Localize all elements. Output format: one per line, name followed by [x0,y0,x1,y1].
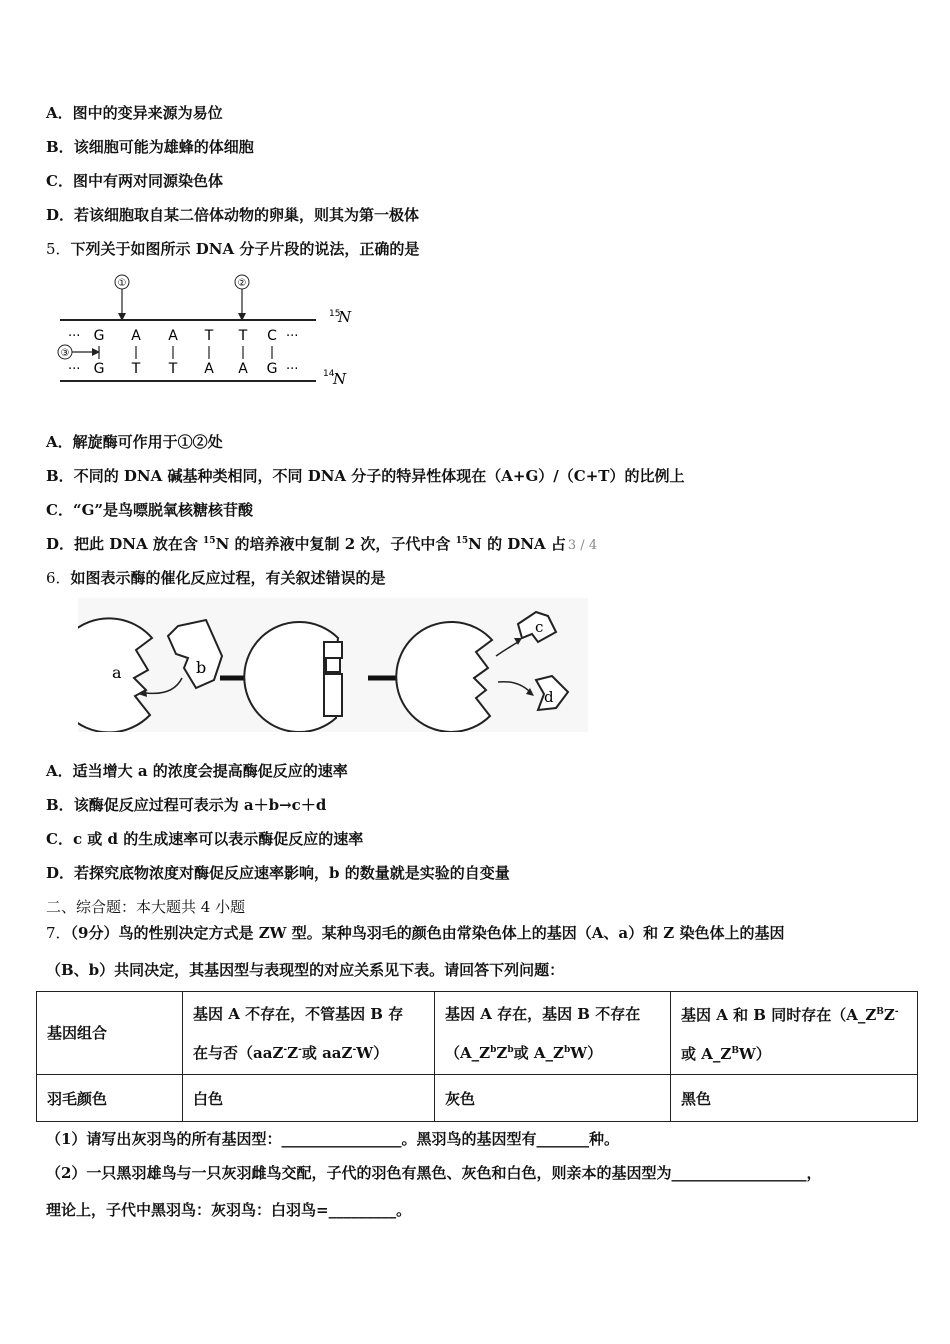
marker-3: ③ [60,348,70,359]
q6-option-c: C．c 或 d 的生成速率可以表示酶促反应的速率 [46,830,364,848]
q7-sub-question-2: （2）一只黑羽雄鸟与一只灰羽雌鸟交配，子代的羽色有黑色、灰色和白色，则亲本的基因型为__________________， [46,1164,822,1182]
bottom-left-dots: ··· [68,362,81,377]
q7-stem-line-1: 7．（9分）鸟的性别决定方式是 ZW 型。某种鸟羽毛的颜色由常染色体上的基因（A、a）和 Z 染色体上的基因 [46,924,785,942]
fraction-three-quarters: 3 / 4 [567,538,598,553]
bottom-base-2: T [131,361,141,377]
table-row [37,1075,918,1122]
q6-option-b: B．该酶促反应过程可表示为 a＋b→c＋d [46,796,327,814]
q5-option-c: C．“G”是鸟嘌脱氧核糖核苷酸 [46,501,254,519]
bottom-right-dots: ··· [286,362,299,377]
q4-option-b: B．该细胞可能为雄蜂的体细胞 [46,138,254,156]
bottom-isotope: N [333,370,347,388]
table-cell: 黑色 [671,1075,918,1122]
bottom-base-3: T [168,361,178,377]
q7-sub-question-2-cont: 理论上，子代中黑羽鸟：灰羽鸟：白羽鸟=_________。 [46,1201,412,1219]
q5-option-a: A．解旋酶可作用于①②处 [46,433,223,451]
q4-option-a: A．图中的变异来源为易位 [46,104,223,122]
enzyme-figure [78,598,588,732]
bottom-base-6: G [266,361,278,377]
top-isotope: N [338,308,352,326]
table-header-cell: 基因 A 和 B 同时存在（$A\_Z^BZ^-$ 或 $A\_Z^BW$） [671,992,918,1075]
q7-stem-line-2: （B、b）共同决定，其基因型与表现型的对应关系见下表。请回答下列问题： [46,961,565,979]
table-row [37,992,918,1075]
top-right-dots: ··· [286,329,299,344]
q6-option-a: A．适当增大 a 的浓度会提高酶促反应的速率 [46,762,348,780]
dna-figure [54,270,364,395]
bound-substrate [324,642,342,716]
q5-option-d: D．把此 DNA 放在含 $^{15}$N 的培养液中复制 2 次，子代中含 $^{15}$N 的 DNA 占 3 / 4 [46,535,598,553]
top-base-5: T [238,328,248,344]
section-2-title: 二、综合题：本大题共 4 小题 [46,898,246,916]
q4-option-d: D．若该细胞取自某二倍体动物的卵巢，则其为第一极体 [46,206,420,224]
table-cell: 白色 [183,1075,435,1122]
top-base-6: C [267,328,277,344]
q5-option-b: B．不同的 DNA 碱基种类相同，不同 DNA 分子的特异性体现在（A+G）/（C+T）的比例上 [46,467,685,485]
bottom-isotope-sup: 14 [323,369,335,379]
bottom-base-1: G [93,361,105,377]
genotype-table [36,991,918,1122]
bottom-base-5: A [238,361,248,377]
q5-stem: 5．下列关于如图所示 DNA 分子片段的说法，正确的是 [46,240,420,258]
table-header-cell: 基因 A 不存在，不管基因 B 存 在与否（aaZ-Z-或 aaZ-W） [183,992,435,1075]
label-d: d [544,688,554,706]
q6-stem: 6．如图表示酶的催化反应过程，有关叙述错误的是 [46,569,386,587]
top-base-4: T [204,328,214,344]
table-header-cell: 基因 A 存在，基因 B 不存在 （$A\_Z^bZ^b$或 $A\_Z^bW$） [435,992,671,1075]
top-left-dots: ··· [68,329,81,344]
label-c: c [535,618,544,636]
bottom-base-4: A [204,361,214,377]
marker-2: ② [237,278,247,289]
table-header-cell: 基因组合 [37,992,183,1075]
table-cell: 灰色 [435,1075,671,1122]
q7-sub-question-1: （1）请写出灰羽鸟的所有基因型：________________。黑羽鸟的基因型有_______种。 [46,1130,619,1148]
table-cell: 羽毛颜色 [37,1075,183,1122]
top-base-3: A [168,328,178,344]
q6-option-d: D．若探究底物浓度对酶促反应速率影响，b 的数量就是实验的自变量 [46,864,510,882]
top-base-1: G [93,328,105,344]
top-base-2: A [131,328,141,344]
top-isotope-sup: 15 [329,309,341,319]
q4-option-c: C．图中有两对同源染色体 [46,172,223,190]
label-b: b [196,658,207,677]
label-a: a [112,663,122,682]
marker-1: ① [117,278,127,289]
